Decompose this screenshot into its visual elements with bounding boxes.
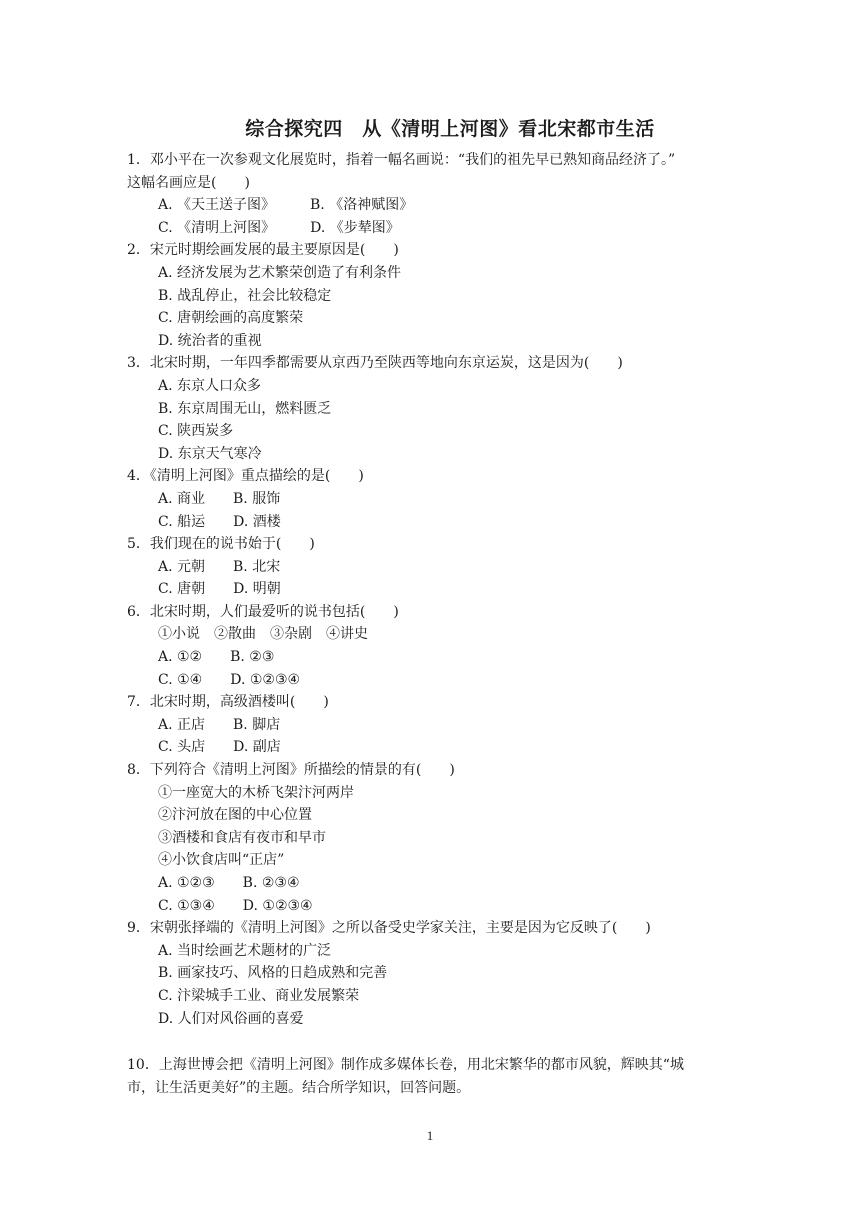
question-block xyxy=(127,149,739,239)
answer-option: A. 东京人口众多 xyxy=(158,377,262,394)
answer-option: ②汴河放在图的中心位置 xyxy=(158,807,312,824)
question-block xyxy=(127,691,739,759)
question-list xyxy=(127,149,739,1099)
answer-option: D. 东京天气寒冷 xyxy=(158,445,262,462)
question-stem: 2．宋元时期绘画发展的最主要原因是( ) xyxy=(127,242,399,259)
answer-option: A. 元朝 B. 北宋 xyxy=(158,558,281,575)
question-stem: 8．下列符合《清明上河图》所描绘的情景的有( ) xyxy=(127,762,455,779)
answer-option: A. 经济发展为艺术繁荣创造了有利条件 xyxy=(158,264,402,281)
answer-option: A. 当时绘画艺术题材的广泛 xyxy=(158,942,332,959)
question-stem: 4．《清明上河图》重点描绘的是( ) xyxy=(127,468,364,485)
page-title: 综合探究四 从《清明上河图》看北宋都市生活 xyxy=(245,118,655,140)
answer-option: B. 画家技巧、风格的日趋成熟和完善 xyxy=(158,965,388,982)
answer-option: D. 统治者的重视 xyxy=(158,332,262,349)
page-number: 1 xyxy=(426,1128,434,1143)
question-stem: 10．上海世博会把《清明上河图》制作成多媒体长卷，用北宋繁华的都市风貌，辉映其“城 xyxy=(127,1057,684,1074)
answer-option: C. 汴梁城手工业、商业发展繁荣 xyxy=(158,987,360,1004)
answer-option: B. 东京周围无山，燃料匮乏 xyxy=(158,400,332,417)
answer-option: ①小说 ②散曲 ③杂剧 ④讲史 xyxy=(158,626,368,643)
question-block xyxy=(127,533,739,601)
answer-option: A. 正店 B. 脚店 xyxy=(158,716,281,733)
question-stem: 6．北宋时期，人们最爱听的说书包括( ) xyxy=(127,603,399,620)
answer-option: C. 船运 D. 酒楼 xyxy=(158,513,281,530)
question-block xyxy=(127,1054,739,1099)
answer-option: A. 《天王送子图》 B. 《洛神赋图》 xyxy=(158,197,414,214)
spacer xyxy=(127,1030,739,1054)
answer-option: C. 唐朝绘画的高度繁荣 xyxy=(158,310,304,327)
answer-option: C. ①④ D. ①②③④ xyxy=(158,671,301,688)
question-stem: 9．宋朝张择端的《清明上河图》之所以备受史学家关注，主要是因为它反映了( ) xyxy=(127,920,651,937)
answer-option: C. 《清明上河图》 D. 《步辇图》 xyxy=(158,219,400,236)
answer-option: ④小饮食店叫“正店” xyxy=(158,852,285,869)
question-stem: 7．北宋时期，高级酒楼叫( ) xyxy=(127,694,329,711)
answer-option: C. ①③④ D. ①②③④ xyxy=(158,897,313,914)
answer-option: D. 人们对风俗画的喜爱 xyxy=(158,1010,304,1027)
answer-option: A. ①②③ B. ②③④ xyxy=(158,875,300,891)
question-stem: 3．北宋时期，一年四季都需要从京西乃至陕西等地向东京运炭，这是因为( ) xyxy=(127,355,623,372)
question-stem: 这幅名画应是( ) xyxy=(127,174,250,191)
question-block xyxy=(127,239,739,352)
question-stem: 5．我们现在的说书始于( ) xyxy=(127,536,315,553)
question-block xyxy=(127,465,739,533)
answer-option: C. 唐朝 D. 明朝 xyxy=(158,581,281,598)
question-block xyxy=(127,759,739,917)
answer-option: A. ①② B. ②③ xyxy=(158,649,275,666)
answer-option: ③酒楼和食店有夜市和早市 xyxy=(158,829,326,846)
answer-option: C. 头店 D. 副店 xyxy=(158,739,281,756)
answer-option: A. 商业 B. 服饰 xyxy=(158,490,281,507)
question-block xyxy=(127,917,739,1030)
question-stem: 市，让生活更美好”的主题。结合所学知识，回答问题。 xyxy=(127,1079,471,1096)
answer-option: ①一座宽大的木桥飞架汴河两岸 xyxy=(158,784,354,801)
question-stem: 1．邓小平在一次参观文化展览时，指着一幅名画说：“我们的祖先早已熟知商品经济了。” xyxy=(127,152,676,168)
answer-option: C. 陕西炭多 xyxy=(158,423,234,440)
question-block xyxy=(127,601,739,691)
answer-option: B. 战乱停止，社会比较稳定 xyxy=(158,287,332,304)
question-block xyxy=(127,352,739,465)
